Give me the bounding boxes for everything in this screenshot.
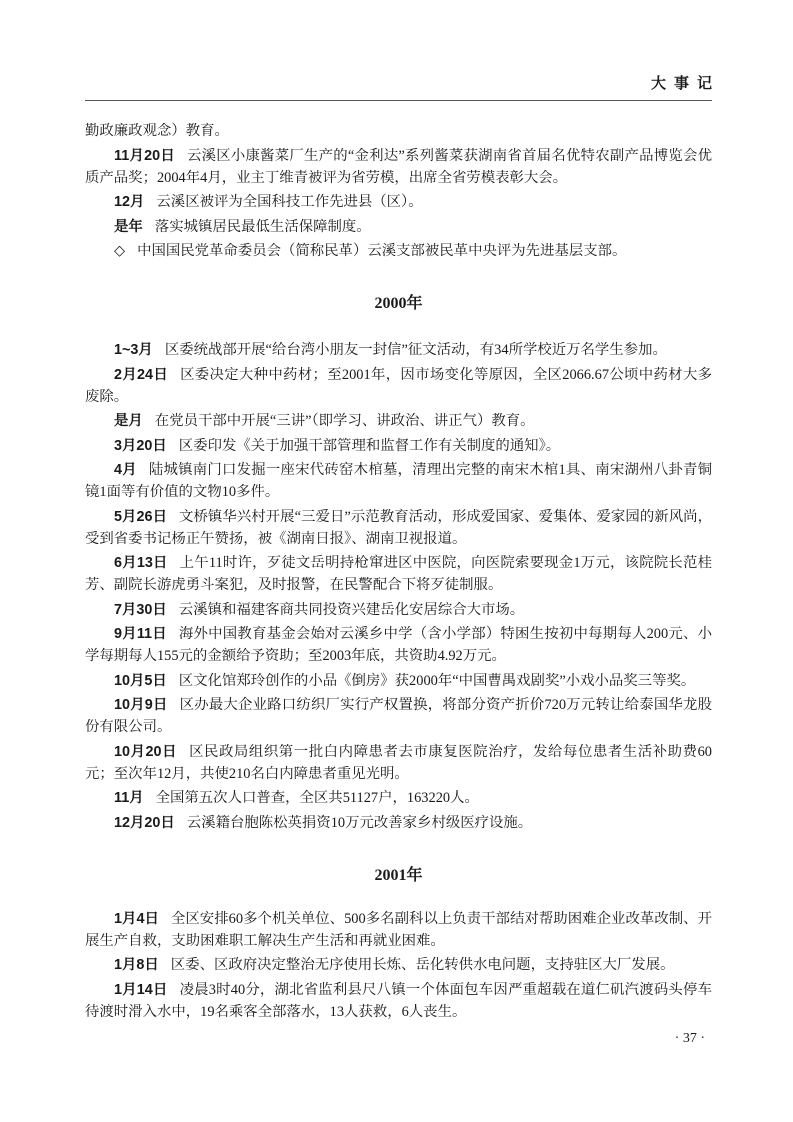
- events-2001: [85, 908, 712, 1023]
- event-entry: [85, 435, 712, 457]
- event-entry: [85, 670, 712, 692]
- event-text: 云溪区小康酱菜厂生产的“金利达”系列酱菜获湖南省首届名优特农副产品博览会优质产品奖；2004年4月，业主丁维青被评为省劳模，出席全省劳模表彰大会。: [85, 147, 712, 186]
- event-date: 1月4日: [114, 910, 159, 927]
- event-text: 区民政局组织第一批白内障患者去市康复医院治疗，发给每位患者生活补助费60元；至次年12月，共使210名白内障患者重见光明。: [85, 743, 712, 782]
- event-entry: [85, 812, 712, 834]
- event-entry: [85, 694, 712, 738]
- event-date: 1月8日: [114, 957, 159, 973]
- event-text: 区文化馆郑玲创作的小品《倒房》获2000年“中国曹禺戏剧奖”小戏小品奖三等奖。: [178, 672, 696, 689]
- event-entry: [85, 145, 712, 189]
- event-date: ◇: [114, 243, 126, 259]
- intro-section: [85, 120, 712, 262]
- continued-paragraph: 勤政廉政观念）教育。: [85, 123, 229, 139]
- event-text: 陆城镇南门口发掘一座宋代砖窑木棺墓，清理出完整的南宋木棺1具、南宋湖州八卦青铜镜1面等有价值的文物10多件。: [85, 462, 712, 500]
- event-text: 云溪区被评为全国科技工作先进县（区）。: [156, 194, 423, 210]
- event-text: 全国第五次人口普查，全区共51127户，163220人。: [155, 790, 479, 806]
- event-text: 落实城镇居民最低生活保障制度。: [154, 218, 371, 235]
- event-date: 是月: [114, 413, 143, 429]
- event-text: 中国国民党革命委员会（简称民革）云溪支部被民革中央评为先进基层支部。: [137, 243, 627, 259]
- event-date: 11月20日: [114, 147, 175, 164]
- event-entry: [85, 599, 712, 621]
- event-entry: [85, 216, 712, 238]
- event-text: 文桥镇华兴村开展“三爱日”示范教育活动，形成爱国家、爱集体、爱家园的新风尚，受到省委书记杨正午赞扬，被《湖南日报》、湖南卫视报道。: [85, 508, 713, 547]
- page-body: [85, 120, 712, 1025]
- event-date: 2月24日: [114, 366, 169, 383]
- event-date: 9月11日: [114, 626, 167, 642]
- event-date: 5月26日: [114, 508, 168, 525]
- event-entry: [85, 787, 712, 809]
- year-heading-2001: 2001年: [374, 866, 423, 884]
- event-entry: [85, 552, 712, 596]
- event-text: 区委统战部开展“给台湾小朋友一封信”征文活动，有34所学校近万名学生参加。: [164, 342, 667, 358]
- event-date: 10月20日: [114, 743, 178, 760]
- event-date: 12月: [114, 194, 145, 210]
- year-heading-2000: 2000年: [374, 295, 423, 312]
- event-date: 10月9日: [114, 697, 168, 713]
- event-text: 区委决定大种中药材；至2001年，因市场变化等原因，全区2066.67公顷中药材大多废除。: [85, 366, 712, 405]
- event-text: 在党员干部中开展“三讲”（即学习、讲政治、讲正气）教育。: [154, 413, 535, 429]
- event-date: 6月13日: [114, 555, 168, 571]
- event-text: 云溪镇和福建客商共同投资兴建岳化安居综合大市场。: [178, 601, 525, 618]
- event-text: 区委印发《关于加强干部管理和监督工作有关制度的通知》。: [178, 437, 561, 454]
- event-entry: [85, 410, 712, 432]
- event-text: 海外中国教育基金会始对云溪乡中学（含小学部）特困生按初中每期每人200元、小学每期每人155元的金额给予资助；至2003年底，共资助4.92万元。: [85, 626, 713, 664]
- event-entry: [85, 908, 712, 952]
- event-entry: [85, 339, 712, 361]
- event-date: 7月30日: [114, 601, 167, 618]
- event-entry: [85, 506, 712, 550]
- event-date: 1~3月: [114, 342, 153, 358]
- event-date: 1月14日: [114, 981, 168, 998]
- event-date: 3月20日: [114, 437, 167, 454]
- event-date: 12月20日: [114, 814, 175, 831]
- event-text: 云溪籍台胞陈松英捐资10万元改善家乡村级医疗设施。: [186, 814, 533, 831]
- event-text: 区办最大企业路口纺织厂实行产权置换，将部分资产折价720万元转让给泰国华龙股份有限公司。: [85, 697, 712, 735]
- section-title: 大事记: [650, 75, 720, 92]
- page-number: · 37 ·: [674, 1031, 705, 1046]
- event-entry: [85, 459, 712, 503]
- running-header: [85, 68, 720, 101]
- event-entry: [85, 623, 712, 667]
- event-entry: [85, 979, 712, 1023]
- event-date: 4月: [114, 462, 137, 478]
- event-entry: [85, 240, 712, 262]
- event-entry: [85, 191, 712, 213]
- event-entry: [85, 364, 712, 408]
- event-text: 上午11时许，歹徒文岳明持枪窜进区中医院，向医院索要现金1万元，该院院长范桂芳、副院长游虎勇斗案犯，及时报警，在民警配合下将歹徒制服。: [85, 555, 712, 593]
- event-date: 10月5日: [114, 672, 167, 689]
- event-text: 全区安排60多个机关单位、500多名副科以上负责干部结对帮助困难企业改革改制、开展生产自救，支助困难职工解决生产生活和再就业困难。: [85, 910, 712, 949]
- event-entry: [85, 954, 712, 976]
- event-text: 区委、区政府决定整治无序使用长炼、岳化转供水电问题，支持驻区大厂发展。: [170, 957, 675, 973]
- events-2000: [85, 339, 712, 834]
- event-entry: [85, 741, 712, 785]
- event-date: 11月: [114, 790, 144, 806]
- event-text: 凌晨3时40分，湖北省监利县尺八镇一个体面包车因严重超载在道仁矶汽渡码头停车待渡时滑入水中，19名乘客全部落水，13人获救，6人丧生。: [85, 981, 712, 1020]
- event-date: 是年: [114, 218, 143, 235]
